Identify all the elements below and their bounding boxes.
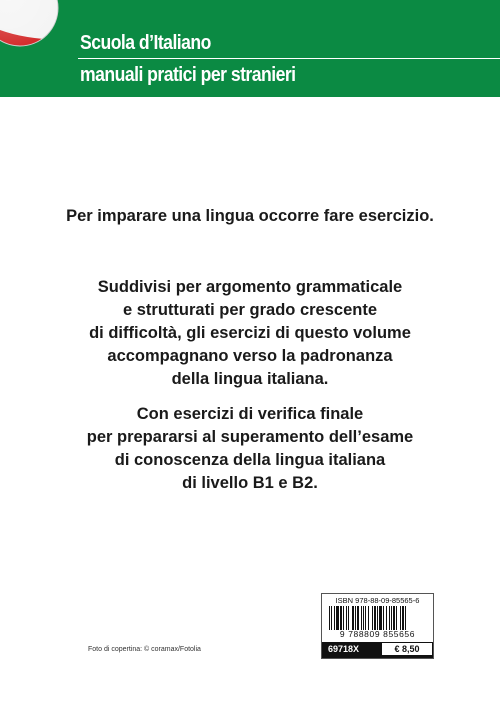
exam-line: di conoscenza della lingua italiana	[114, 451, 386, 469]
description-paragraph	[0, 276, 500, 391]
series-header	[0, 0, 500, 97]
ean-digits: 9 788809 855656	[339, 629, 416, 639]
intro-text	[0, 205, 500, 228]
description-line: Suddivisi per argomento grammaticale	[97, 278, 403, 296]
description-line: di difficoltà, gli esercizi di questo volume	[89, 324, 411, 342]
description-line: accompagnano verso la padronanza	[107, 347, 393, 365]
description-line: della lingua italiana.	[171, 370, 329, 388]
series-title: Scuola d’Italiano	[80, 32, 211, 54]
description-line: e strutturati per grado crescente	[123, 301, 377, 319]
barcode-label	[321, 593, 434, 659]
isbn-text: ISBN 978-88-09-85565-6	[335, 596, 420, 605]
italian-flag-ball-icon	[0, 0, 64, 62]
intro-line: Per imparare una lingua occorre fare esercizio.	[66, 207, 434, 225]
product-code: 69718X	[328, 644, 360, 654]
price: € 8,50	[382, 643, 432, 655]
exam-line: per prepararsi al superamento dell’esame	[86, 428, 414, 446]
header-divider	[78, 58, 500, 59]
exam-line: di livello B1 e B2.	[182, 474, 318, 492]
barcode-icon	[328, 606, 427, 630]
photo-credit: Foto di copertina: © coramax/Fotolia	[88, 646, 201, 653]
series-subtitle: manuali pratici per stranieri	[80, 64, 296, 86]
code-price-strip	[322, 642, 433, 658]
exam-paragraph	[0, 403, 500, 495]
exam-line: Con esercizi di verifica finale	[136, 405, 364, 423]
